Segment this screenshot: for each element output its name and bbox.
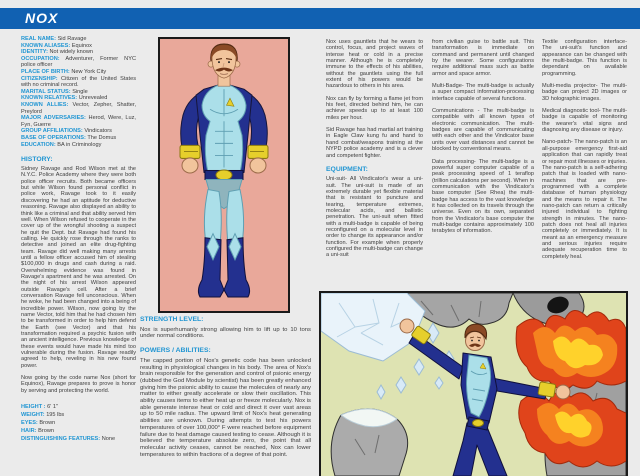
stat-row <box>21 435 136 443</box>
equipment-paragraph: Multi-Badge- The multi-badge is actually a super compact information-processing interface capable of several functions. <box>432 83 534 102</box>
stat-row <box>21 43 136 50</box>
stat-value: New York City <box>71 68 107 75</box>
abilities-paragraph: Nox can fly by forming a flame jet from his feet, directed behind him, he can achieve speeds up to at least 100 miles per hour. <box>326 95 423 121</box>
stat-value: Not widely known <box>49 49 94 56</box>
strength-heading: STRENGTH LEVEL: <box>140 316 204 323</box>
stat-value: Brown <box>39 420 56 427</box>
stat-value: Sid Ravage <box>57 36 87 42</box>
stat-label: WEIGHT: <box>21 412 45 419</box>
stat-value: Vector, Zepher, Shatter, Preylord <box>21 101 136 115</box>
stat-row <box>21 36 136 43</box>
physical-stats <box>21 403 136 443</box>
stat-label: OCCUPATION: <box>21 55 60 62</box>
stat-value: Citizen of the United States with no criminal record. <box>21 75 136 89</box>
page-title: NOX <box>25 10 59 26</box>
stat-row <box>21 115 136 128</box>
stat-value: Unrevealed <box>78 95 108 102</box>
history-paragraph: Sidney Ravage and Rod Wilson met at the N.Y.C. Police Academy where they were both police officer recruits. Both became officers but while Wilson found personal conflict in police work, Ravage took to it easily discovering he had an aptitude for deductive reasoning. Ravage also displayed an ability to think like a criminal and that ability served him well. When Wilson refused to cooperate in the cover up of the wrongful shooting a suspect he quit the Dept. but Ravage had found his calling. He quickly rose through the ranks to detective and joined an elite drug-fighting team. Ravage did well making many arrests until a fellow officer accused him of stealing $100,000 in drugs and cash during a raid. Overwhelming evidence was found in Ravage's apartment and he was arrested. On the night of his arrest Wilson appeared outside Ravage's cell. After a brief conversation Ravage fell unconscious. When he woke, he had been changed into a being of incredible power. Wilson, now going by the name Vector, told him that he had chosen him to be transformed in order to help him defend the Earth (see Vector) and that his transformation required a psychic fusion with an ancient intelligence. Previous knowledge of these events would have made his mind too vulnerable during the fusion. Ravage readily agreed to help, reveling in his new found power. <box>21 166 136 369</box>
character-portrait <box>158 37 290 313</box>
action-scene <box>319 291 628 476</box>
profile-column <box>21 36 136 443</box>
stat-label: KNOWN RELATIVES: <box>21 95 78 102</box>
stat-value: None <box>101 436 116 443</box>
history-heading: HISTORY: <box>21 156 53 164</box>
stat-row <box>21 128 136 135</box>
stat-row <box>21 95 136 102</box>
stat-label: HAIR: <box>21 428 37 435</box>
stat-label: MARITAL STATUS: <box>21 88 71 95</box>
powers-heading: POWERS / ABILITIES: <box>140 347 211 355</box>
stat-row <box>21 419 136 427</box>
badge-paragraph: Medical diagnostic tool- The multi-badge is capable of monitoring the wearer's vital signs and diagnosing any disease or injury. <box>542 108 627 134</box>
stat-value: BA in Criminology <box>57 141 102 148</box>
stat-label: CITIZENSHIP: <box>21 75 58 82</box>
history-paragraph: Now going by the code name Nox (short for Equinox), Ravage prepares to prove is honor by serving and protecting the world. <box>21 375 136 394</box>
stat-value: 195 lbs <box>46 412 65 419</box>
stat-value: Adventurer, Former NYC police officer <box>21 55 136 69</box>
stat-value: The Domus <box>87 134 117 141</box>
stat-row <box>21 76 136 89</box>
stat-label: EYES: <box>21 420 38 427</box>
stat-label: IDENTITY: <box>21 49 48 56</box>
stat-value: Herod, Were, Luz, Fyn, Guerre <box>21 115 136 128</box>
stat-label: MAJOR ADVERSARIES: <box>21 115 86 122</box>
stat-row <box>21 142 136 149</box>
powers-column <box>140 317 311 464</box>
stat-label: EDUCATION: <box>21 141 56 148</box>
stat-label: KNOWN ALIASES: <box>21 42 71 49</box>
stat-label: DISTINGUISHING FEATURES: <box>21 436 101 443</box>
equipment-paragraph: Uni-suit- All Vindicator's wear a uni-suit. The uni-suit is made of an extremely durable yet flexible material that is resistant to puncture and tearing, temperature extremes, molecular acids, and ballistic penetration. The uni-suit when fitted with a multi-badge is capable of being reconfigured on a molecular level in order to change its appearance and/or function. For example when properly configured the multi-badge can change a uni-suit <box>326 176 423 259</box>
stat-value: Vindicators <box>84 128 112 135</box>
page-header <box>0 8 640 29</box>
abilities-paragraph: Sid Ravage has had martial art training in Eagle Claw kung fu and hand to hand combat/weapons training at the NYPD police academy and is a clever and competent fighter. <box>326 127 423 159</box>
stat-label: HEIGHT : <box>21 404 46 411</box>
hero-portrait-illustration <box>160 39 288 311</box>
stat-value: Brown <box>38 428 54 435</box>
abilities-column <box>326 39 423 265</box>
stat-row <box>21 102 136 115</box>
badge-paragraph: Textile configuration interface- The uni-suit's function and appearance can be changed with the multi-badge. This function is dependant on available programming. <box>542 39 627 77</box>
equipment-heading: EQUIPMENT: <box>326 165 368 173</box>
strength-text: Nox is superhumanly strong allowing him to lift up to 10 tons under normal conditions. <box>140 326 311 340</box>
hero-action-illustration <box>321 293 626 476</box>
abilities-paragraph: Nox uses gauntlets that he wears to control, focus, and project waves of intense heat or cold in a precise manner. Although he is completely immune to the effects of his abilities, without the gauntlets using the full extent of his powers would be hazardous to others in his area. <box>326 39 423 90</box>
profile-stats <box>21 36 136 148</box>
stat-label: BASE OF OPERATIONS: <box>21 134 86 141</box>
equipment-paragraph: from civilian guise to battle suit. This transformation is immediate on command and permanent until changed by the wearer. Some configurations require additional mass such as battle armor and space armor. <box>432 39 534 77</box>
stat-row <box>21 427 136 435</box>
stat-row <box>21 135 136 142</box>
stat-value: Single <box>72 88 88 95</box>
stat-row <box>21 56 136 69</box>
stat-label: GROUP AFFILIATIONS: <box>21 128 83 135</box>
badge-paragraph: Nano-patch- The nano-patch is an all-purpose emergency first-aid application that can rapidly treat or repair most illnesses or injuries. The nano-patch is a self-adhering patch that is loaded with nano-machines that are pre-programmed with a complete database of human physiology and the means to repair it. The nano-patch can return a critically injured individual to fighting strength in minutes. The nano-patch does not heal all injuries completely or immediately. It is meant as an emergency measure and serious injuries require adequate recuperation time to completely heal. <box>542 139 627 260</box>
powers-text: The capped portion of Nox's genetic code has been unlocked resulting in physiological changes in his body. The area of Nox's brain responsible for the generation and control of psionic energy (dubbed the God Module by scientist) has been greatly enhanced giving him the psionic ability to cause the molecules of nearly any matter to either greatly accelerate or slow their oscillation. This ability causes items to either heat up or freeze molecularly. Nox is able generate intense heat or cold and direct it over vast areas up to 50 mile radius. The upward limit of Nox's heat generating abilities are unknown. During attempts to test his powers temperatures of over 100,000° F were reached before equipment failure due to heat damage caused testing to cease. Although it is believed the temperature absolute zero, the point that all molecular activity ceases, cannot be reached, Nox can lower temperatures to within fractions of a degree of that point. <box>140 357 311 458</box>
stat-value: Equinox <box>71 42 92 49</box>
stat-row <box>21 89 136 96</box>
stat-row <box>21 49 136 56</box>
equipment-paragraph: Data processing- The multi-badge is a powerful super computer capable of a peak processing speed of 1 teraflop (trillion calculations per second). When in communication with the Vindicator's base computer (See Rhea) the multi-badge has access to the vast knowledge it has collected on its travels through the universe. Even on its own, separated from the Vindicator's base computer the multi-badge contains approximately 100 terabytes of information. <box>432 158 534 235</box>
equipment-paragraph: Communications - The multi-badge is compatible with all known types of electronic communication. The multi-badges are capable of communicating with each other and the Vindicator base units over vast distances and cannot be blocked by conventional means. <box>432 108 534 153</box>
equipment-column <box>432 39 534 241</box>
stat-row <box>21 69 136 76</box>
stat-row <box>21 403 136 411</box>
stat-label: PLACE OF BIRTH: <box>21 68 70 75</box>
badge-functions-column <box>542 39 627 266</box>
stat-value: 6' 1" <box>47 404 58 411</box>
stat-label: KNOWN ALLIES: <box>21 101 69 108</box>
badge-paragraph: Multi-media projector- The multi-badge can project 2D images or 3D holographic images. <box>542 83 627 102</box>
stat-label: REAL NAME: <box>21 36 57 42</box>
stat-row <box>21 411 136 419</box>
